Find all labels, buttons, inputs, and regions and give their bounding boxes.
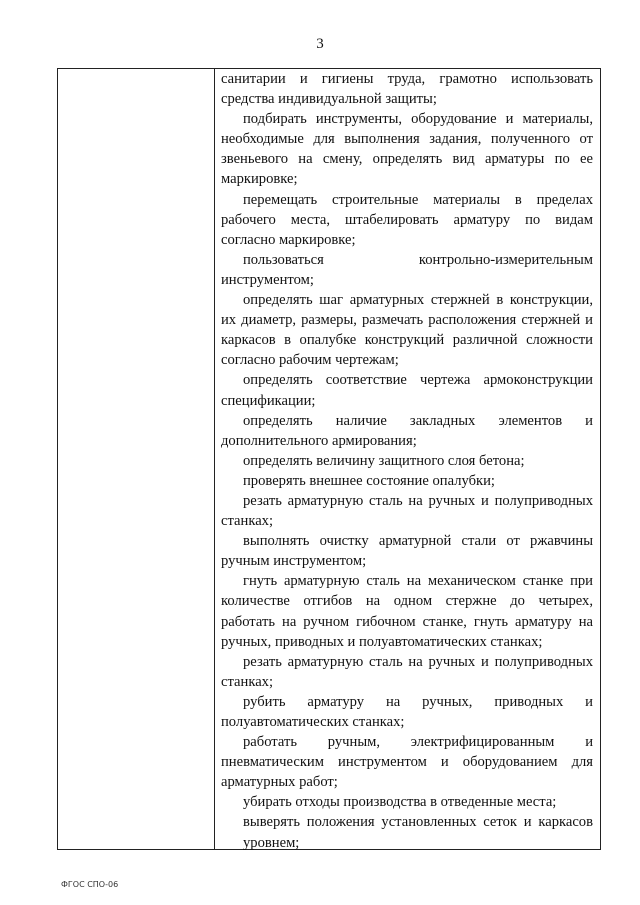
text-line: убирать отходы производства в отведенные места; xyxy=(243,794,557,811)
text-line: ручных, приводных и полуавтоматических станках; xyxy=(221,633,543,650)
table-right-cell xyxy=(215,69,600,849)
text-line: каркасов в опалубке конструкций различной сложности xyxy=(221,332,593,349)
text-line: дополнительного армирования; xyxy=(221,432,417,449)
text-line: количестве отгибов на одном стержне до четырех, xyxy=(221,593,593,610)
text-line: уровнем; xyxy=(243,834,300,851)
text-line: полуавтоматических станках; xyxy=(221,714,405,730)
text-line: резать арматурную сталь на ручных и полуприводных xyxy=(243,492,593,509)
text-line: работать ручным, электрифицированным и xyxy=(243,734,593,751)
text-line: рубить арматуру на ручных, приводных и xyxy=(243,693,593,710)
text-line: санитарии и гигиены труда, грамотно использовать xyxy=(221,71,593,87)
text-line: определять соответствие чертежа армоконструкции xyxy=(243,372,593,389)
text-line: их диаметр, размеры, размечать расположения стержней и xyxy=(221,312,593,329)
text-line: средства индивидуальной защиты; xyxy=(221,91,437,108)
text-line: маркировке; xyxy=(221,171,298,188)
text-line: ручным инструментом; xyxy=(221,553,367,570)
text-line: определять величину защитного слоя бетона; xyxy=(243,452,525,469)
text-line: звеньевого на смену, определять вид арматуры по ее xyxy=(221,151,593,168)
text-line: согласно рабочим чертежам; xyxy=(221,352,399,369)
text-line: необходимые для выполнения задания, полученного от xyxy=(221,131,593,148)
footer-label: ФГОС СПО-06 xyxy=(61,880,119,889)
text-line: работать на ручном гибочном станке, гнуть арматуру на xyxy=(221,613,593,630)
text-line: инструментом; xyxy=(221,271,314,288)
text-line: станках; xyxy=(221,673,274,690)
text-line: определять наличие закладных элементов и xyxy=(243,412,593,429)
text-line: арматурных работ; xyxy=(221,774,338,791)
text-line: резать арматурную сталь на ручных и полуприводных xyxy=(243,653,593,670)
text-line: согласно маркировке; xyxy=(221,231,356,248)
text-line: подбирать инструменты, оборудование и материалы, xyxy=(243,111,593,128)
text-line: спецификации; xyxy=(221,392,316,409)
text-line: пневматическим инструментом и оборудованием для xyxy=(221,754,593,771)
text-line: выполнять очистку арматурной стали от ржавчины xyxy=(243,533,593,550)
page-number: 3 xyxy=(316,36,324,52)
text-line: рабочего места, штабелировать арматуру по видам xyxy=(221,211,593,228)
text-line: пользоваться контрольно-измерительным xyxy=(243,251,593,268)
text-line: определять шаг арматурных стержней в конструкции, xyxy=(243,292,593,309)
text-line: станках; xyxy=(221,513,274,530)
text-line: гнуть арматурную сталь на механическом станке при xyxy=(243,573,593,590)
text-line: выверять положения установленных сеток и каркасов xyxy=(243,814,593,831)
table-left-cell xyxy=(58,69,215,849)
content-table xyxy=(57,68,601,850)
text-line: перемещать строительные материалы в пределах xyxy=(243,191,593,208)
text-line: проверять внешнее состояние опалубки; xyxy=(243,472,495,489)
